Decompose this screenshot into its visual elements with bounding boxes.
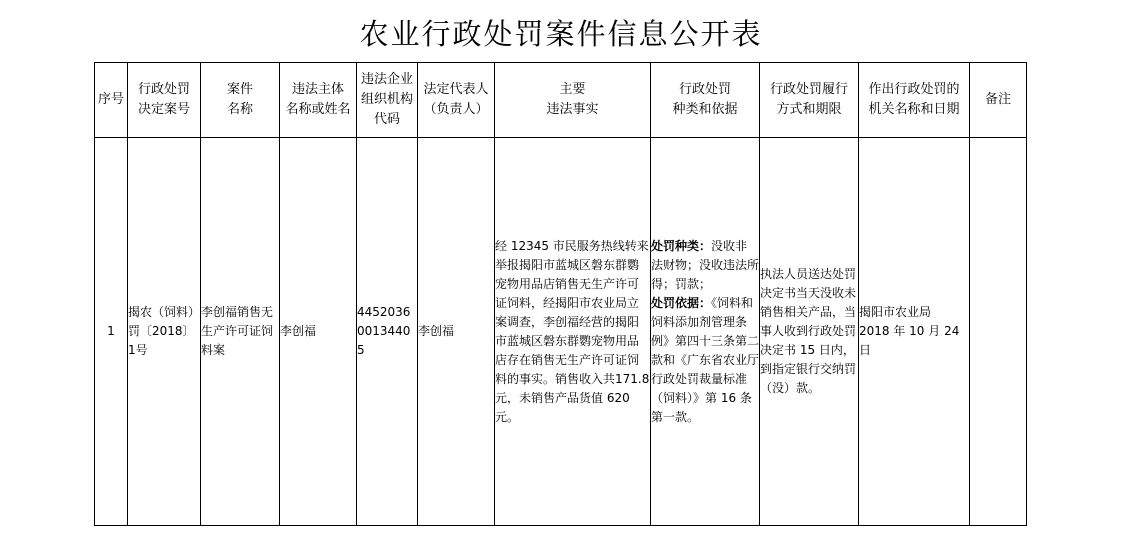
authority-name: 揭阳市农业局: [859, 305, 932, 319]
row-subject-name: 李创福: [280, 138, 357, 526]
row-facts: 经 12345 市民服务热线转来举报揭阳市蓝城区磐东群鹦宠物用品店销售无生产许可证饲料，经揭阳市农业局立案调查，李创福经营的揭阳市蓝城区磐东群鹦宠物用品店存在销售无生产许可证饲料的事实。销售收入共171.8元，未销售产品货值 620 元。: [495, 138, 651, 526]
header-remark: 备注: [970, 63, 1027, 138]
header-case-name: 案件 名称: [201, 63, 280, 138]
decision-date: 2018 年 10 月 24 日: [859, 324, 960, 357]
penalty-basis-label: 处罚依据：: [651, 295, 712, 310]
penalty-info-table: [94, 62, 1027, 526]
row-index: 1: [95, 138, 128, 526]
row-remark: [970, 138, 1027, 526]
header-row: [95, 63, 1027, 138]
page-title: 农业行政处罚案件信息公开表: [359, 17, 763, 51]
header-penalty-type-basis: 行政处罚 种类和依据: [651, 63, 760, 138]
header-facts: 主要 违法事实: [495, 63, 651, 138]
header-subject-name: 违法主体 名称或姓名: [280, 63, 357, 138]
penalty-type-label: 处罚种类：: [651, 238, 712, 253]
penalty-basis: 《饲料和饲料添加剂管理条例》第四十三条第二款和《广东省农业厅行政处罚裁量标准（饲料）》第 16 条第一款。: [651, 295, 760, 424]
header-authority-date: 作出行政处罚的 机关名称和日期: [859, 63, 970, 138]
row-legal-rep: 李创福: [418, 138, 495, 526]
row-org-code: 445203600134405: [357, 138, 418, 526]
row-authority-date: [859, 138, 970, 526]
header-legal-rep: 法定代表人 （负责人）: [418, 63, 495, 138]
header-org-code: 违法企业 组织机构 代码: [357, 63, 418, 138]
header-index: 序号: [95, 63, 128, 138]
row-case-name: 李创福销售无生产许可证饲料案: [201, 138, 280, 526]
table-row: [95, 138, 1027, 526]
header-execution: 行政处罚履行 方式和期限: [760, 63, 859, 138]
row-penalty: [651, 138, 760, 526]
row-execution: 执法人员送达处罚决定书当天没收未销售相关产品，当事人收到行政处罚决定书 15 日内，到指定银行交纳罚（没）款。: [760, 138, 859, 526]
penalty-type: 没收非法财物；没收违法所得；罚款；: [651, 238, 760, 291]
header-case-number: 行政处罚 决定案号: [128, 63, 201, 138]
row-case-number: 揭农（饲料）罚〔2018〕1号: [128, 138, 201, 526]
